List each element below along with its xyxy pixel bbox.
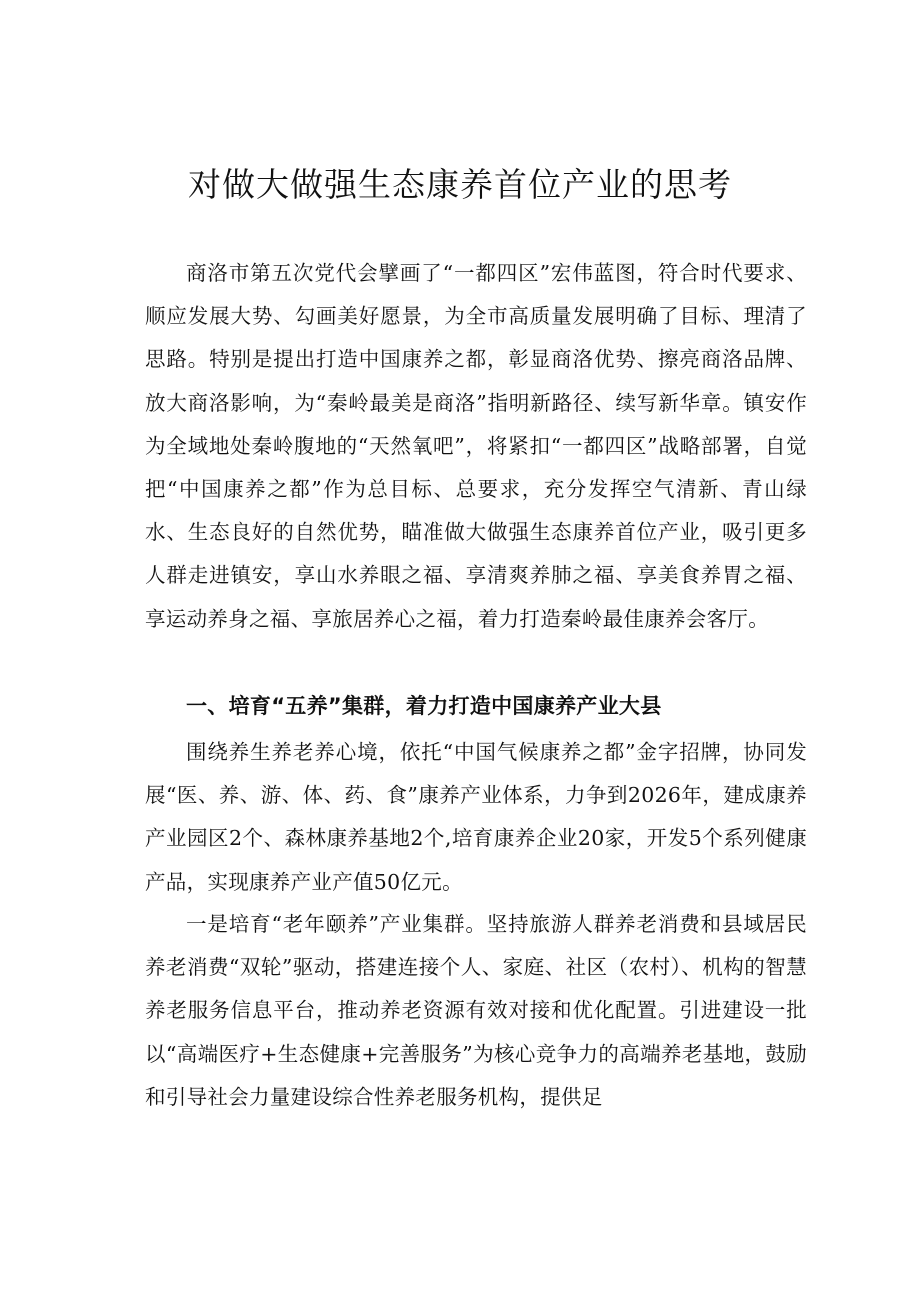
- section-heading-1: 一、培育“五养”集群，着力打造中国康养产业大县: [186, 694, 662, 718]
- section-1-paragraph-2: 一是培育“老年颐养”产业集群。坚持旅游人群养老消费和县域居民养老消费“双轮”驱动，搭建连接个人、家庭、社区（农村）、机构的智慧养老服务信息平台，推动养老资源有效对接和优化配置。引进建设一批以“高端医疗+生态健康+完善服务”为核心竞争力的高端养老基地，鼓励和引导社会力量建设综合性养老服务机构，提供足: [145, 912, 807, 1109]
- document-title: 对做大做强生态康养首位产业的思考: [188, 165, 732, 204]
- intro-paragraph: 商洛市第五次党代会擘画了“一都四区”宏伟蓝图，符合时代要求、顺应发展大势、勾画美好愿景，为全市高质量发展明确了目标、理清了思路。特别是提出打造中国康养之都，彰显商洛优势、擦亮商洛品牌、放大商洛影响，为“秦岭最美是商洛”指明新路径、续写新华章。镇安作为全域地处秦岭腹地的“天然氧吧”，将紧扣“一都四区”战略部署，自觉把“中国康养之都”作为总目标、总要求，充分发挥空气清新、青山绿水、生态良好的自然优势，瞄准做大做强生态康养首位产业，吸引更多人群走进镇安，享山水养眼之福、享清爽养肺之福、享美食养胃之福、享运动养身之福、享旅居养心之福，着力打造秦岭最佳康养会客厅。: [145, 261, 807, 631]
- section-1-paragraph-1: 围绕养生养老养心境，依托“中国气候康养之都”金字招牌，协同发展“医、养、游、体、药、食”康养产业体系，力争到2026年，建成康养产业园区2个、森林康养基地2个,培育康养企业20家，开发5个系列健康产品，实现康养产业产值50亿元。: [145, 740, 807, 894]
